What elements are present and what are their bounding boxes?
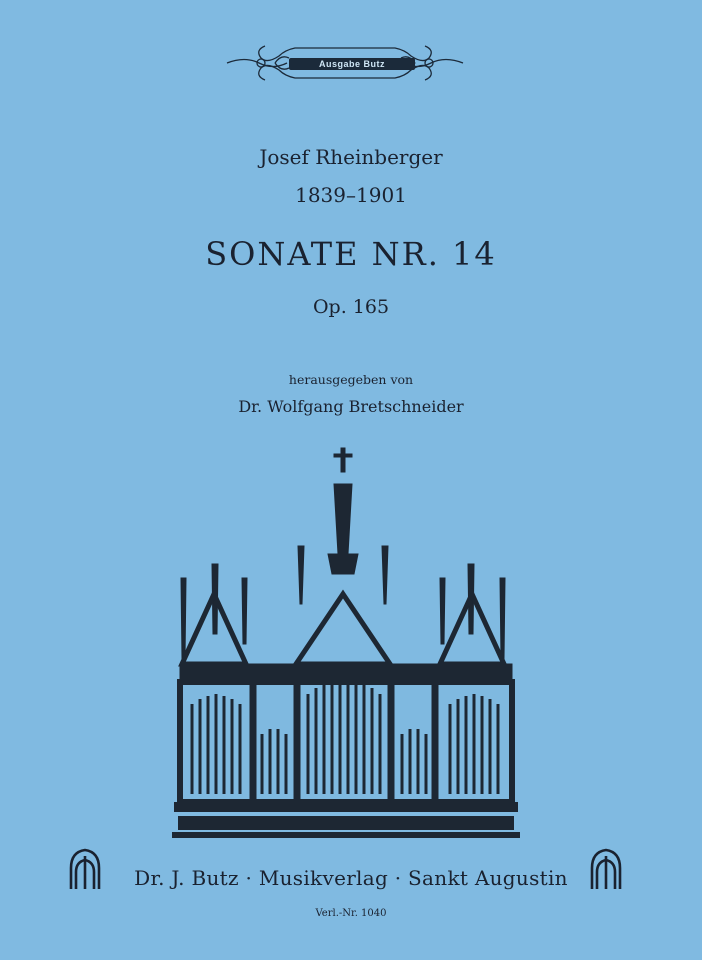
gothic-arch-icon xyxy=(68,848,102,890)
editor-name: Dr. Wolfgang Bretschneider xyxy=(238,397,464,416)
publisher-line: Dr. J. Butz · Musikverlag · Sankt Augustin xyxy=(134,866,568,890)
work-title: SONATE NR. 14 xyxy=(205,235,497,273)
plate-number: Verl.-Nr. 1040 xyxy=(315,908,387,919)
composer-name: Josef Rheinberger xyxy=(259,145,443,169)
composer-dates: 1839–1901 xyxy=(295,183,407,207)
gothic-arch-icon xyxy=(589,848,623,890)
organ-case-illustration xyxy=(170,444,522,842)
opus-number: Op. 165 xyxy=(312,296,390,318)
editor-label: herausgegeben von xyxy=(288,372,414,387)
series-label: Ausgabe Butz xyxy=(289,58,415,70)
